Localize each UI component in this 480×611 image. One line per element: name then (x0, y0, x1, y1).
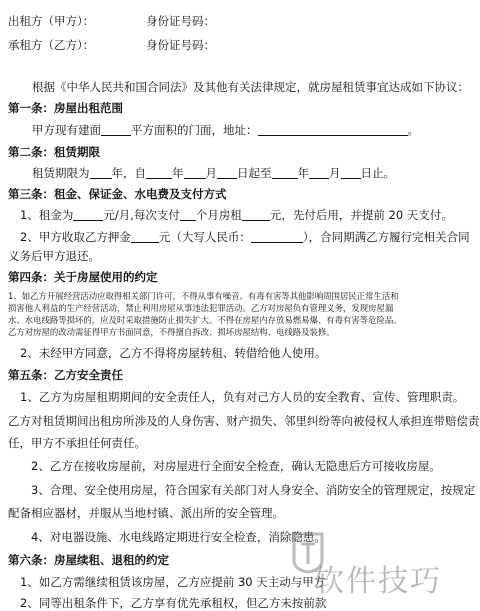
watermark-text: 软件技巧 (314, 564, 442, 599)
address-blank[interactable] (258, 124, 408, 136)
article6-p2: 2、同等出租条件下，乙方享有优先承租权，但乙方未按前款 (20, 596, 327, 610)
article5-title: 第五条：乙方安全责任 (8, 368, 123, 382)
start-month-blank[interactable] (184, 167, 206, 179)
article2-text-c: 年 (172, 166, 184, 180)
article1-line (32, 123, 419, 138)
article5-p4: 4、对电器设施、水电线路定期进行安全检查，消除隐患。 (31, 530, 326, 544)
article2-text-h: 日止。 (360, 166, 395, 180)
article3-p1-c: 个月房租 (195, 208, 242, 222)
article3-p2-continued: 义务后甲方退还。 (8, 249, 100, 263)
article2-text-f: 年 (297, 166, 309, 180)
intro-paragraph: 根据《中华人民共和国合同法》及其他有关法律规定，就房屋租赁事宜达成如下协议： (32, 80, 469, 94)
article1-title: 第一条：房屋出租范围 (8, 101, 123, 115)
article1-text-a: 甲方现有建面 (32, 123, 101, 137)
article2-text-g: 月 (329, 166, 341, 180)
start-day-blank[interactable] (217, 167, 237, 179)
article6-p1: 1、如乙方需继续租赁该房屋，乙方应提前 30 天主动与甲方 (20, 575, 326, 589)
article1-text-b: 平方面积的门面，地址： (131, 123, 258, 137)
article2-title: 第二条：租赁期限 (8, 145, 100, 159)
article3-p2-c: ），合同期满乙方履行完相关合同 (302, 230, 470, 244)
rent-blank[interactable] (73, 209, 103, 221)
article3-p1 (20, 208, 453, 223)
article3-p1-d: 元，先付后用，并提前 20 天支付。 (269, 208, 453, 222)
article3-p2 (20, 230, 470, 245)
article3-title: 第三条：租金、保证金、水电费及支付方式 (8, 187, 227, 201)
deposit-blank[interactable] (131, 231, 159, 243)
article5-p3: 3、合理、安全使用房屋，符合国家有关部门对人身安全、消防安全的管理规定，按规定 (31, 483, 476, 497)
deposit-uppercase-blank[interactable] (251, 231, 303, 243)
article5-p2: 2、乙方在接收房屋前，对房屋进行全面安全检查，确认无隐患后方可接收房屋。 (31, 459, 441, 473)
article4-small-line3: 水、水电线路等损坏的，应及时采取措施防止损失扩大。不得在房屋内存放易燃易爆、有毒有害等危险品。 (8, 315, 402, 325)
lessee-id-label: 身份证号码： (146, 38, 215, 52)
article1-text-c: 。 (407, 123, 419, 137)
article3-p2-a: 2、甲方收取乙方押金 (20, 230, 131, 244)
payment-blank[interactable] (242, 209, 270, 221)
start-year-blank[interactable] (146, 167, 172, 179)
lessor-label: 出租方（甲方）： (8, 14, 95, 28)
article5-p1: 1、乙方为房屋租期期间的安全责任人，负有对己方人员的安全教育、宣传、管理职责。 (20, 390, 465, 404)
article4-small-line4: 乙方对房屋的改动需征得甲方书面同意，不得擅自拆改、损坏房屋结构、电线路及装修。 (8, 327, 335, 337)
article3-p1-a: 1、租金为 (20, 208, 74, 222)
article3-p2-b: 元（大写人民币： (158, 230, 251, 244)
end-day-blank[interactable] (341, 167, 361, 179)
lessee-label: 承租方（乙方）： (8, 38, 95, 52)
article5-p3-cont: 配备相应器材，并服从当地村镇、派出所的安全管理。 (8, 506, 284, 520)
article5-p1-cont2: 任，甲方不承担任何责任。 (8, 436, 146, 450)
article4-p2: 2、未经甲方同意，乙方不得将房屋转租、转借给他人使用。 (20, 346, 327, 360)
article2-text-e: 日起至 (237, 166, 272, 180)
article5-p1-cont1: 乙方对租赁期间出租房所涉及的人身伤害、财产损失、邻里纠纷等向被侵权人承担连带赔偿责 (8, 414, 480, 428)
lessor-id-label: 身份证号码： (146, 14, 215, 28)
article2-text-a: 租赁期限为 (32, 166, 90, 180)
term-years-blank[interactable] (90, 167, 112, 179)
article2-text-d: 月 (205, 166, 217, 180)
article4-small-line1: 1、如乙方开展经营活动应取得相关部门许可，不得从事有噪音、有毒有害等其他影响周围居民正常生活和 (8, 291, 399, 301)
article2-text-b: 年，自 (111, 166, 146, 180)
article3-p1-b: 元/月,每次支付 (103, 208, 180, 222)
end-year-blank[interactable] (272, 167, 298, 179)
article4-small-line2: 损害他人利益的生产经营活动，禁止利用房屋从事违法犯罪活动。乙方对房屋负有管理义务，发现房屋漏 (8, 303, 394, 313)
article4-title: 第四条：关于房屋使用的约定 (8, 270, 158, 284)
end-month-blank[interactable] (309, 167, 329, 179)
article6-title: 第六条：房屋续租、退租的约定 (8, 553, 169, 567)
area-blank[interactable] (101, 124, 131, 136)
article2-line (32, 166, 395, 181)
months-blank[interactable] (180, 209, 196, 221)
